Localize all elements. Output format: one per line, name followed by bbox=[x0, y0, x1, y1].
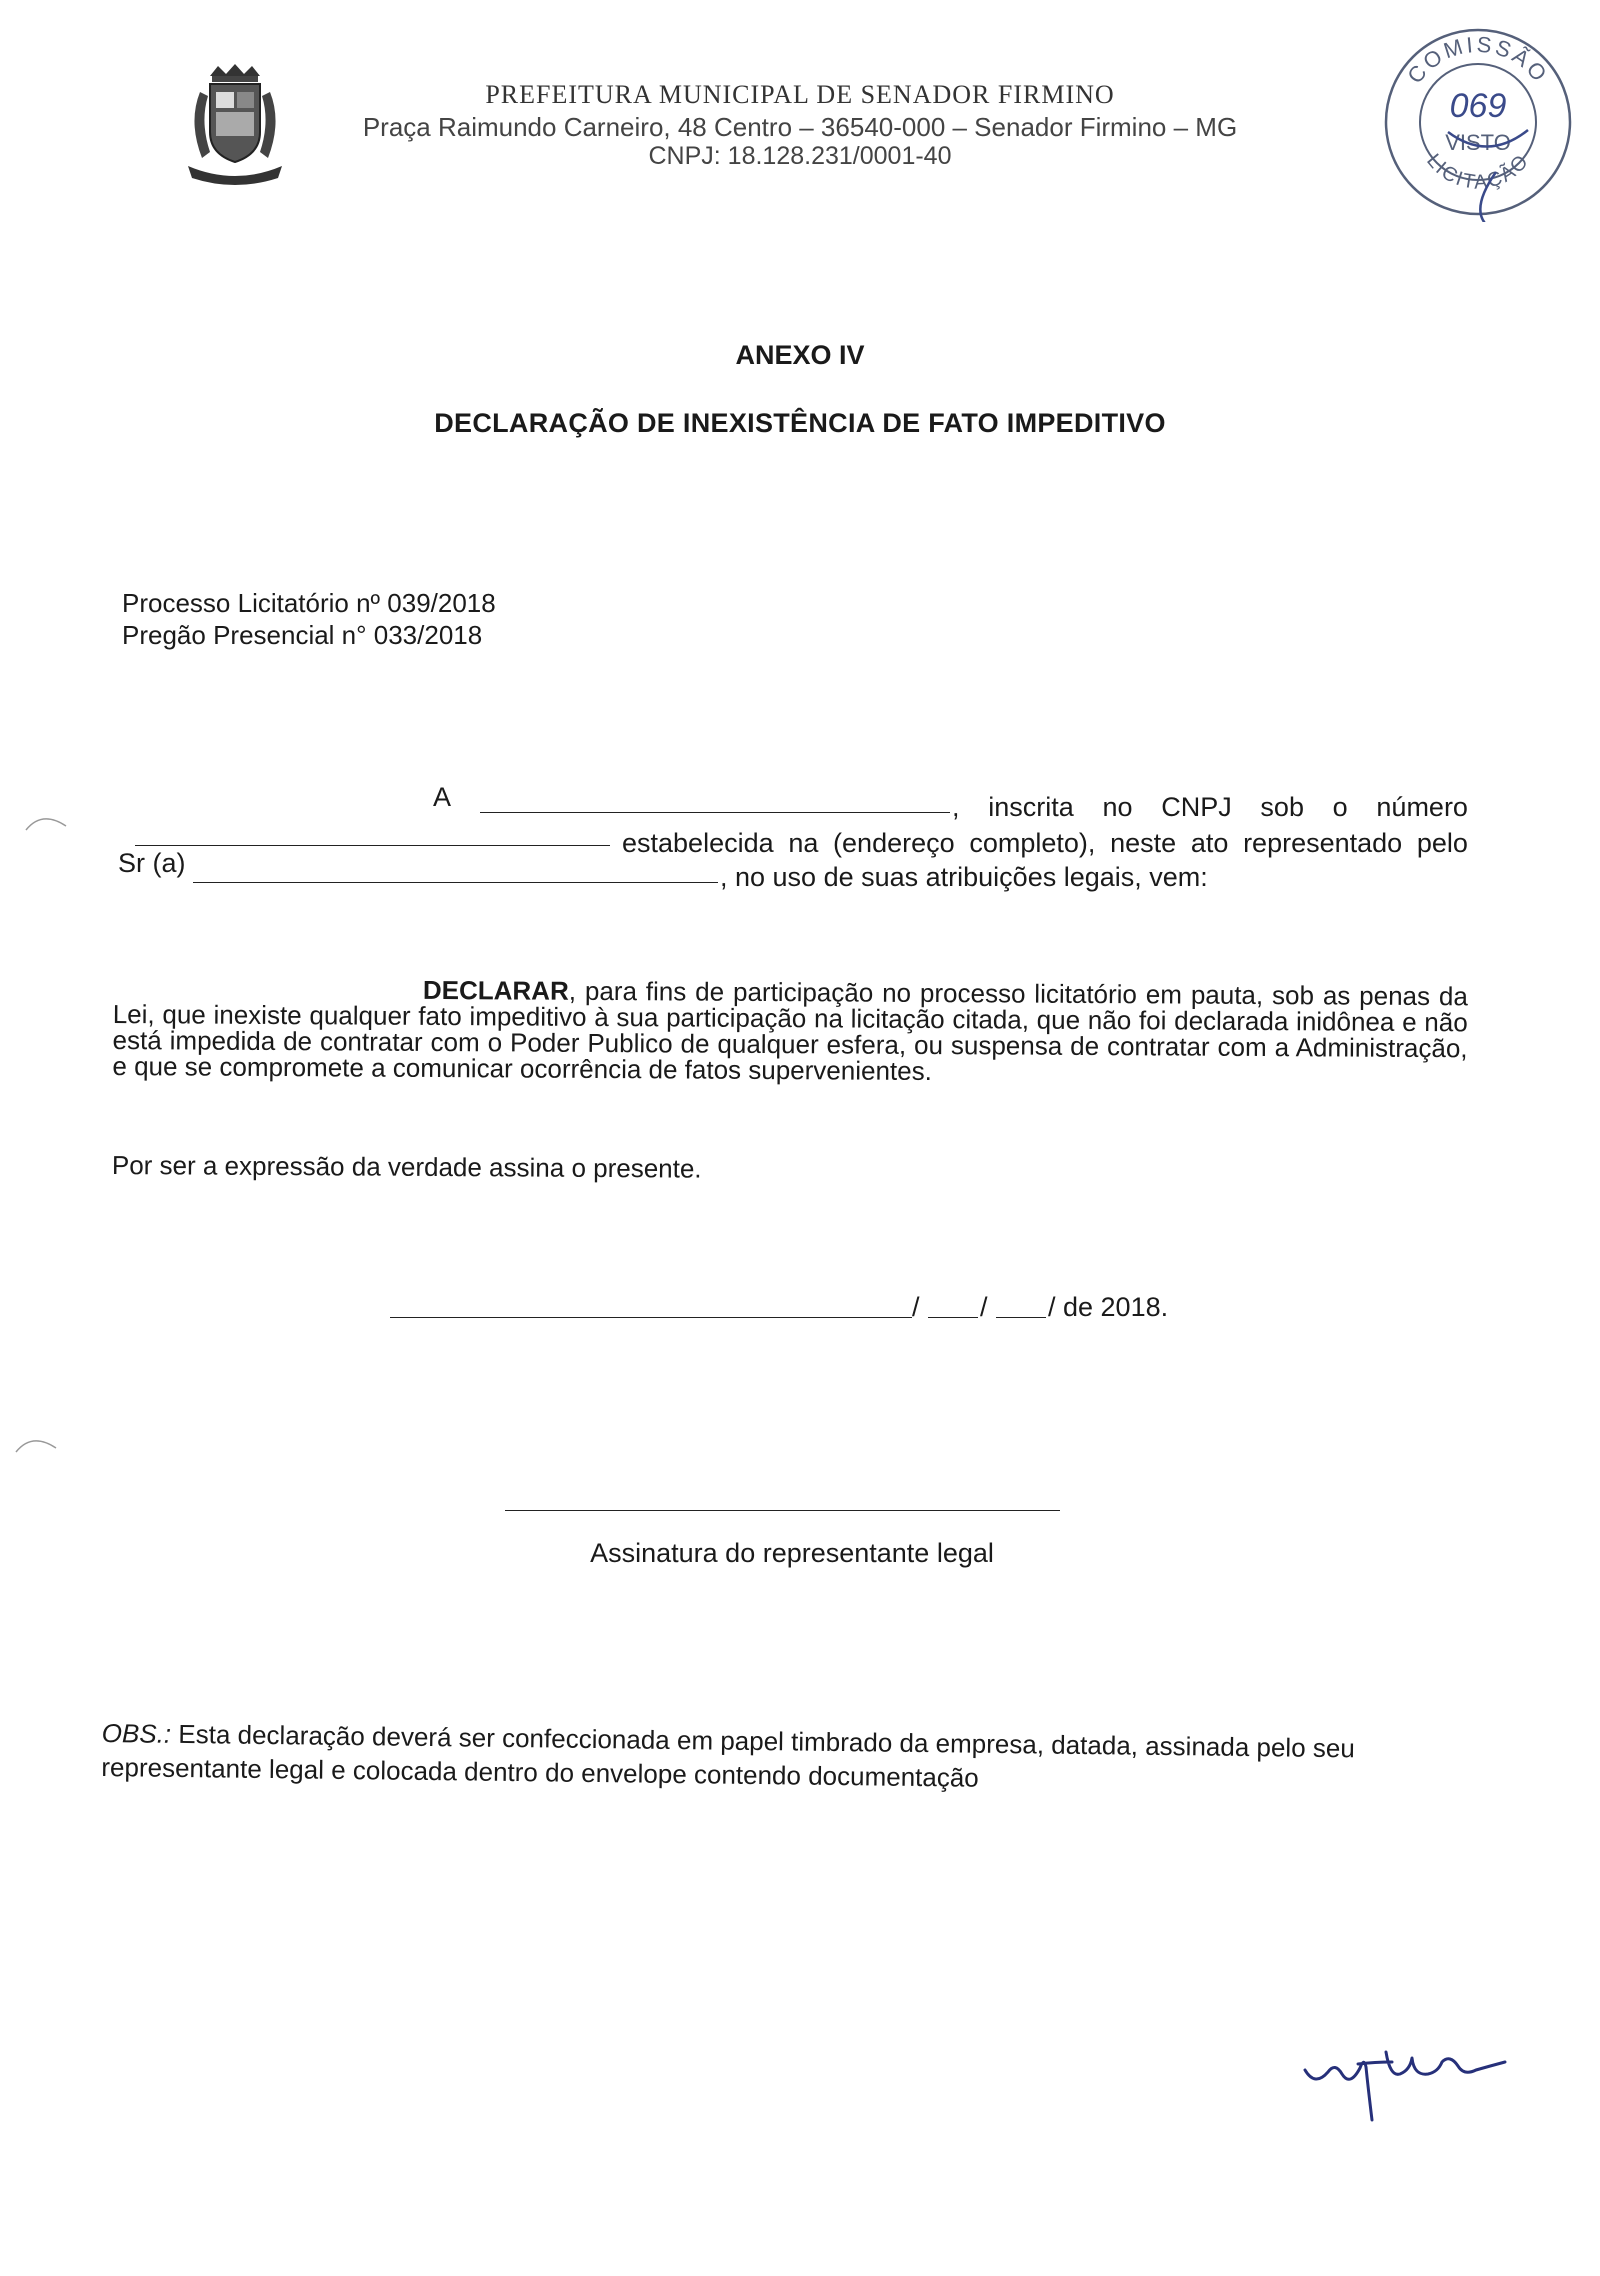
declaration-paragraph bbox=[112, 975, 1468, 1087]
date-separator: / bbox=[912, 1292, 920, 1322]
place-blank[interactable] bbox=[390, 1317, 912, 1318]
declaration-body: , para fins de participação no processo licitatório em pauta, sob as penas da Lei, que inexiste qualquer fato impeditivo à sua participação na licitação citada, que não foi declarada inidônea e não está impedida de contratar com o Poder Publico de qualquer esfera, ou suspensa de contratar com a Administração, e que se compromete a comunicar ocorrência de fatos supervenientes. bbox=[112, 975, 1468, 1087]
form-word: pelo bbox=[1416, 828, 1468, 858]
form-word: representado bbox=[1243, 828, 1403, 858]
annex-heading: ANEXO IV bbox=[735, 340, 865, 370]
representative-suffix: , no uso de suas atribuições legais, vem: bbox=[720, 862, 1208, 892]
svg-text:LICITAÇÃO bbox=[1422, 150, 1534, 194]
observation-note bbox=[101, 1716, 1462, 1801]
obs-label: OBS.: bbox=[101, 1717, 172, 1749]
established-address-text bbox=[622, 828, 1468, 859]
process-number: Processo Licitatório nº 039/2018 bbox=[122, 588, 496, 618]
form-word: no bbox=[1102, 792, 1133, 822]
pregao-number: Pregão Presencial n° 033/2018 bbox=[122, 620, 483, 650]
form-word: completo), bbox=[969, 828, 1096, 858]
registered-cnpj-text bbox=[952, 792, 1468, 823]
closing-sentence: Por ser a expressão da verdade assina o presente. bbox=[111, 1150, 702, 1184]
punch-hole-mark bbox=[12, 1428, 62, 1458]
day-blank[interactable] bbox=[928, 1317, 978, 1318]
stamp-middle-text: VISTO bbox=[1445, 130, 1511, 155]
municipality-cnpj: CNPJ: 18.128.231/0001-40 bbox=[648, 142, 952, 170]
municipality-address: Praça Raimundo Carneiro, 48 Centro – 36540-000 – Senador Firmino – MG bbox=[362, 112, 1238, 142]
form-word: ato bbox=[1190, 828, 1229, 858]
stamp-number: 069 bbox=[1449, 87, 1507, 125]
form-word: estabelecida bbox=[622, 828, 774, 858]
obs-text: Esta declaração deverá ser confeccionada em papel timbrado da empresa, datada, assinada pelo seu representante legal e colocada dentro do envelope contendo documentação bbox=[101, 1718, 1355, 1793]
signature-label bbox=[0, 1538, 1600, 1569]
representative-label: Sr (a) bbox=[118, 848, 186, 878]
signature-label-text: Assinatura do representante legal bbox=[590, 1538, 994, 1568]
form-word: (endereço bbox=[833, 828, 955, 858]
commission-stamp bbox=[1378, 22, 1578, 222]
signature-blank[interactable] bbox=[505, 1510, 1060, 1511]
svg-text:COMISSÃO bbox=[1402, 32, 1553, 89]
company-prefix: A bbox=[433, 782, 452, 812]
form-word: na bbox=[788, 828, 819, 858]
form-word: neste bbox=[1110, 828, 1177, 858]
form-word: , bbox=[952, 792, 960, 822]
punch-hole-mark bbox=[22, 806, 72, 836]
stamp-bottom-text: LICITAÇÃO bbox=[1422, 149, 1534, 194]
representative-name-blank[interactable] bbox=[193, 882, 718, 883]
form-word: número bbox=[1376, 792, 1468, 822]
month-blank[interactable] bbox=[996, 1317, 1046, 1318]
company-name-blank[interactable] bbox=[480, 812, 950, 813]
document-title: DECLARAÇÃO DE INEXISTÊNCIA DE FATO IMPEDITIVO bbox=[434, 408, 1166, 438]
date-separator: / bbox=[980, 1292, 988, 1322]
date-year: / de 2018. bbox=[1048, 1292, 1169, 1322]
cnpj-number-blank[interactable] bbox=[135, 845, 610, 846]
form-word: o bbox=[1332, 792, 1348, 822]
form-word: sob bbox=[1260, 792, 1304, 822]
form-word: CNPJ bbox=[1161, 792, 1232, 822]
form-word: inscrita bbox=[988, 792, 1074, 822]
declaration-lead: DECLARAR bbox=[422, 974, 569, 1006]
stamp-top-text: COMISSÃO bbox=[1402, 31, 1554, 89]
handwritten-initials bbox=[1300, 2032, 1530, 2122]
municipality-title: PREFEITURA MUNICIPAL DE SENADOR FIRMINO bbox=[485, 80, 1115, 109]
